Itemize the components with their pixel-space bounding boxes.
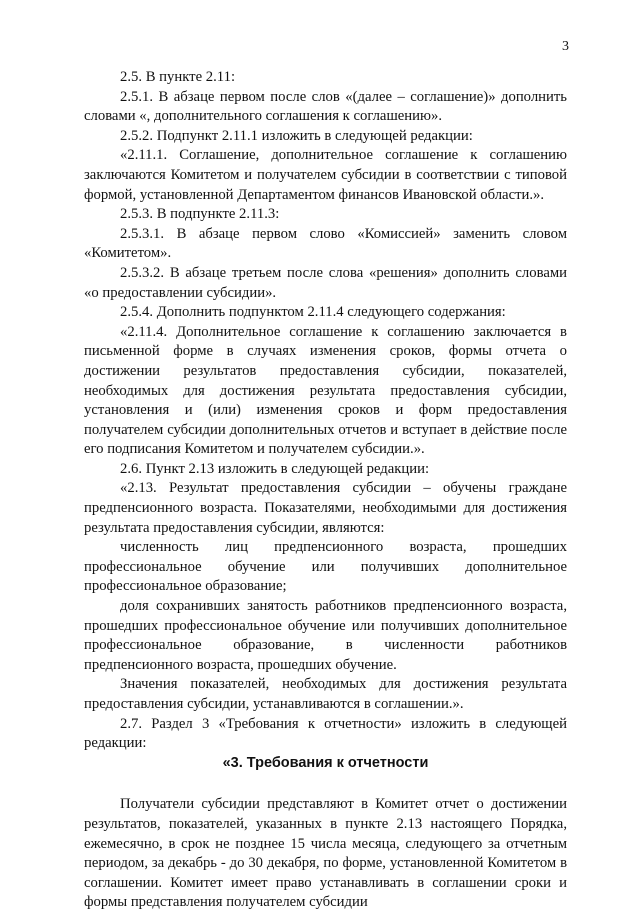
paragraph: «2.13. Результат предоставления субсидии – обучены граждане предпенсионного возраста. Показателями, необходимыми для достижения результата предоставления субсидии, являются: <box>84 480 567 536</box>
section-heading: «3. Требования к отчетности <box>222 754 429 771</box>
paragraph: 2.7. Раздел 3 «Требования к отчетности» изложить в следующей редакции: <box>84 715 567 752</box>
paragraph: Получатели субсидии представляют в Комитет отчет о достижении результатов, показателей, указанных в пункте 2.13 настоящего Порядка, ежемесячно, в срок не позднее 15 числа месяца, следующего за отчетным периодом, за декабрь - до 30 декабря, по форме, установленной Комитетом в соглашении. Комитет имеет право устанавливать в соглашении сроки и формы представления получателем субсидии <box>84 796 567 911</box>
paragraph: 2.5.3.2. В абзаце третьем после слова «решения» дополнить словами «о предоставлении субсидии». <box>84 264 567 301</box>
paragraph: Значения показателей, необходимых для достижения результата предоставления субсидии, устанавливаются в соглашении.». <box>84 676 567 712</box>
paragraph: 2.5.4. Дополнить подпунктом 2.11.4 следующего содержания: <box>120 304 506 321</box>
paragraph: «2.11.4. Дополнительное соглашение к соглашению заключается в письменной форме в случаях изменения сроков, формы отчета о достижении результатов предоставления субсидии, показателей, необходимых для достижения результата предоставления субсидии, установления и (или) изменения сроков и форм предоставления получателем субсидии дополнительных отчетов и вступает в действие после его подписания Комитетом и получателем субсидии.». <box>84 323 567 458</box>
paragraph: 2.5.3. В подпункте 2.11.3: <box>120 206 280 223</box>
paragraph: доля сохранивших занятость работников предпенсионного возраста, прошедших профессиональное обучение или получивших дополнительное профессиональное образование, в численности работников предпенсионного возраста, прошедших обучение. <box>84 598 567 673</box>
paragraph: 2.6. Пункт 2.13 изложить в следующей редакции: <box>120 460 430 477</box>
paragraph: численность лиц предпенсионного возраста, прошедших профессиональное обучение или получивших дополнительное профессиональное образование; <box>84 539 567 595</box>
paragraph: 2.5.1. В абзаце первом после слов «(далее – соглашение)» дополнить словами «, дополнительного соглашения к соглашению». <box>84 88 567 125</box>
paragraph: 2.5.3.1. В абзаце первом слово «Комиссией» заменить словом «Комитетом». <box>84 225 567 262</box>
paragraph: 2.5. В пункте 2.11: <box>120 69 236 85</box>
paragraph: «2.11.1. Соглашение, дополнительное соглашение к соглашению заключаются Комитетом и получателем субсидии в соответствии с типовой формой, установленной Департаментом финансов Ивановской области.». <box>84 147 567 203</box>
paragraph: 2.5.2. Подпункт 2.11.1 изложить в следующей редакции: <box>120 127 473 144</box>
page-number: 3 <box>562 39 569 54</box>
document-body <box>84 68 567 913</box>
